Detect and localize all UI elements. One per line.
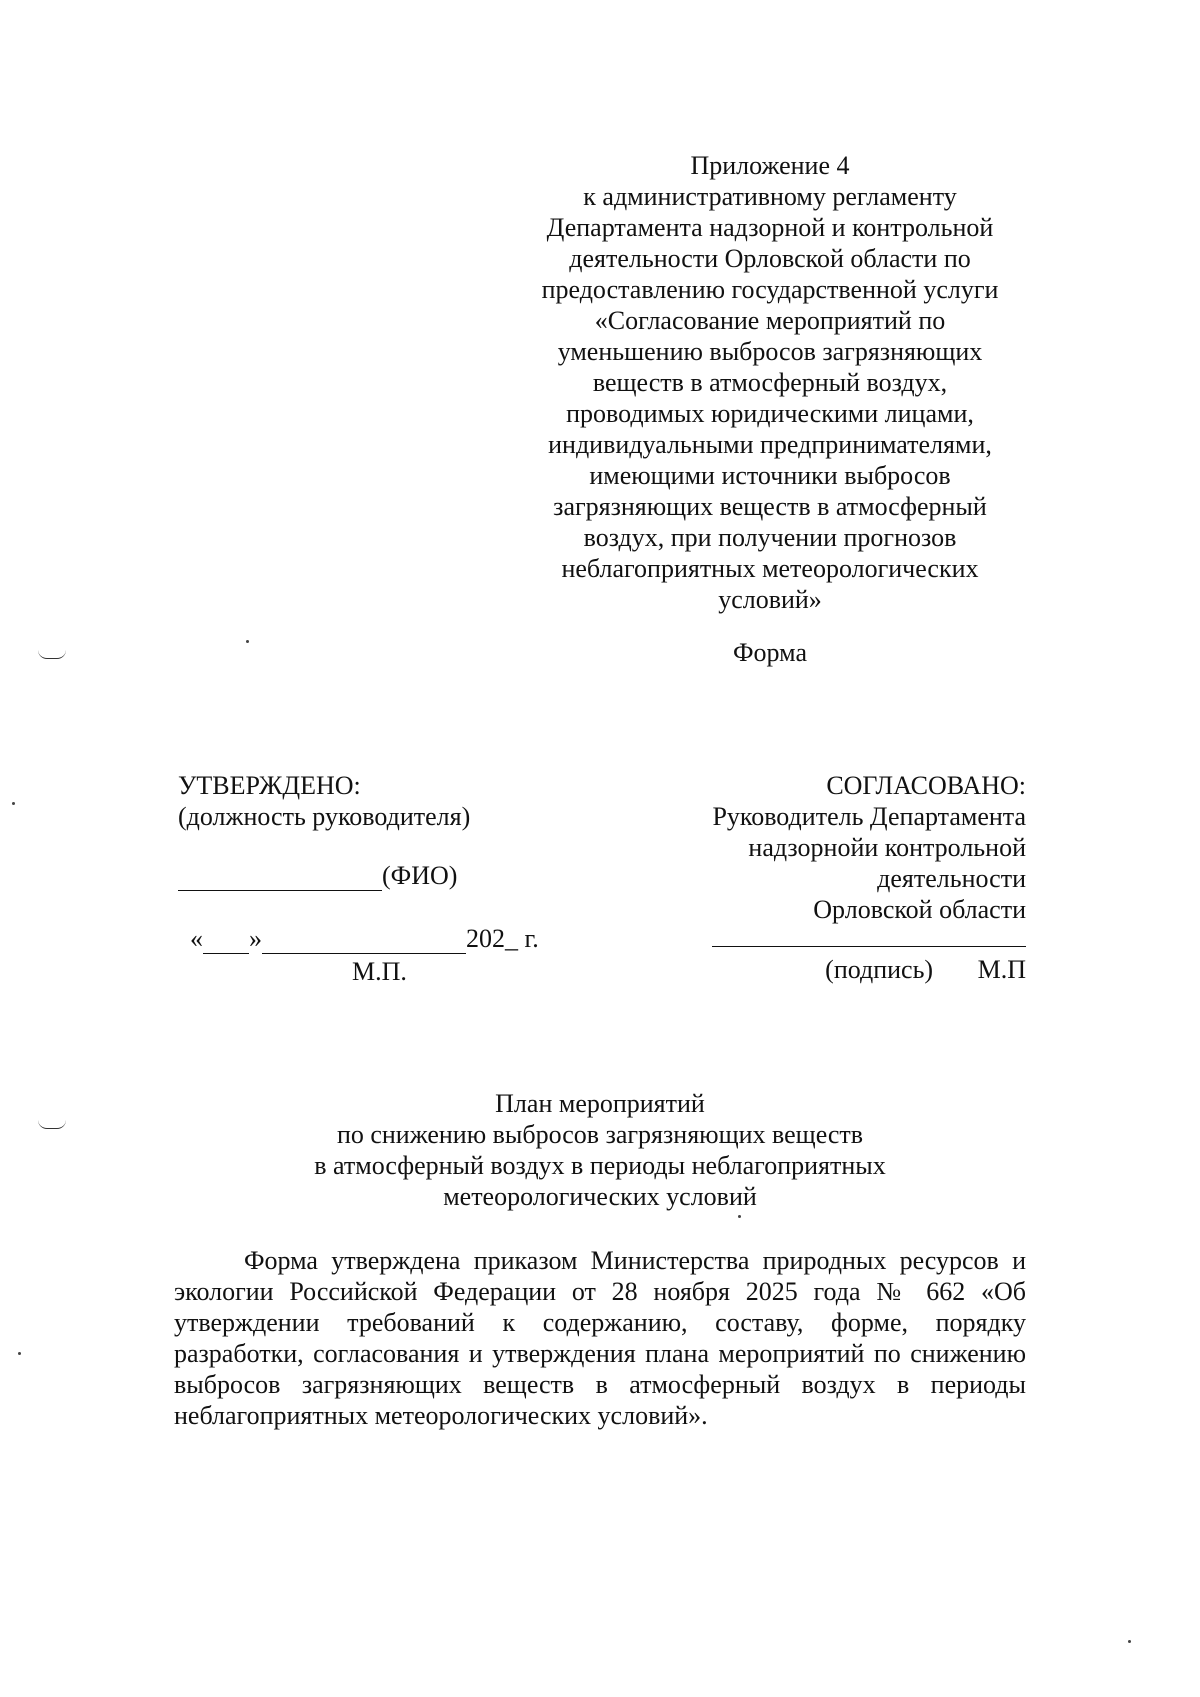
approved-block xyxy=(178,770,470,832)
approved-title: УТВЕРЖДЕНО: xyxy=(178,771,361,800)
plan-title-line: метеорологических условий xyxy=(443,1182,757,1211)
approval-date-row xyxy=(190,924,539,954)
appendix-line: уменьшению выбросов загрязняющих xyxy=(557,337,983,366)
scan-dot xyxy=(1128,1640,1131,1643)
appendix-header xyxy=(490,150,1050,668)
appendix-line: Приложение 4 xyxy=(690,151,850,180)
fio-label: (ФИО) xyxy=(382,861,458,890)
appendix-line: индивидуальными предпринимателями, xyxy=(548,430,992,459)
date-quote-close: » xyxy=(249,924,262,953)
date-quote-open: « xyxy=(190,924,203,953)
scan-mark xyxy=(38,1120,66,1129)
scan-mark xyxy=(38,650,66,659)
appendix-line: имеющими источники выбросов xyxy=(589,461,951,490)
plan-title-line: по снижению выбросов загрязняющих веществ xyxy=(336,1120,864,1149)
day-blank-line xyxy=(203,927,249,954)
appendix-line: Департамента надзорной и контрольной xyxy=(546,213,994,242)
plan-title-line: в атмосферный воздух в периоды неблагоприятных xyxy=(314,1151,886,1180)
agreed-line: деятельности xyxy=(877,864,1026,893)
appendix-line: к административному регламенту xyxy=(583,182,957,211)
agreed-title: СОГЛАСОВАНО: xyxy=(826,771,1026,800)
fio-row xyxy=(178,861,457,891)
appendix-line: предоставлению государственной услуги xyxy=(541,275,999,304)
signature-row xyxy=(825,955,1026,985)
agreed-stamp-label: М.П xyxy=(977,955,1026,984)
agreed-line: Орловской области xyxy=(813,895,1026,924)
appendix-line: деятельности Орловской области по xyxy=(569,244,971,273)
appendix-line: «Согласование мероприятий по xyxy=(594,306,946,335)
signature-blank-line xyxy=(712,946,1026,947)
plan-title xyxy=(200,1088,1000,1212)
appendix-line: неблагоприятных метеорологических xyxy=(561,554,979,583)
agreed-line: Руководитель Департамента xyxy=(712,802,1026,831)
approved-stamp-label: М.П. xyxy=(352,957,407,986)
scan-dot xyxy=(18,1352,21,1355)
appendix-line: проводимых юридическими лицами, xyxy=(566,399,974,428)
approver-position: (должность руководителя) xyxy=(178,802,471,831)
body-paragraph: Форма утверждена приказом Министерства природных ресурсов и экологии Российской Федерации от 28 ноября 2025 года № 662 «Об утверждении требований к содержанию, составу, форме, порядку разработки, согласования и утверждения плана мероприятий по снижению выбросов загрязняющих веществ в атмосферный воздух в периоды неблагоприятных метеорологических условий». xyxy=(174,1246,1026,1430)
plan-title-line: План мероприятий xyxy=(495,1089,705,1118)
scan-dot xyxy=(738,1215,741,1218)
year-label: 202_ г. xyxy=(466,924,539,953)
appendix-line: воздух, при получении прогнозов xyxy=(583,523,957,552)
appendix-line: веществ в атмосферный воздух, xyxy=(592,368,948,397)
agreed-line: надзорнойи контрольной xyxy=(748,833,1026,862)
appendix-line: условий» xyxy=(718,585,822,614)
form-label: Форма xyxy=(733,638,807,667)
fio-blank-line xyxy=(178,864,382,891)
scan-dot xyxy=(12,802,15,805)
appendix-line: загрязняющих веществ в атмосферный xyxy=(553,492,987,521)
agreed-block xyxy=(712,770,1026,925)
month-blank-line xyxy=(262,927,466,954)
scan-dot xyxy=(246,640,249,643)
signature-label: (подпись) xyxy=(825,955,934,984)
